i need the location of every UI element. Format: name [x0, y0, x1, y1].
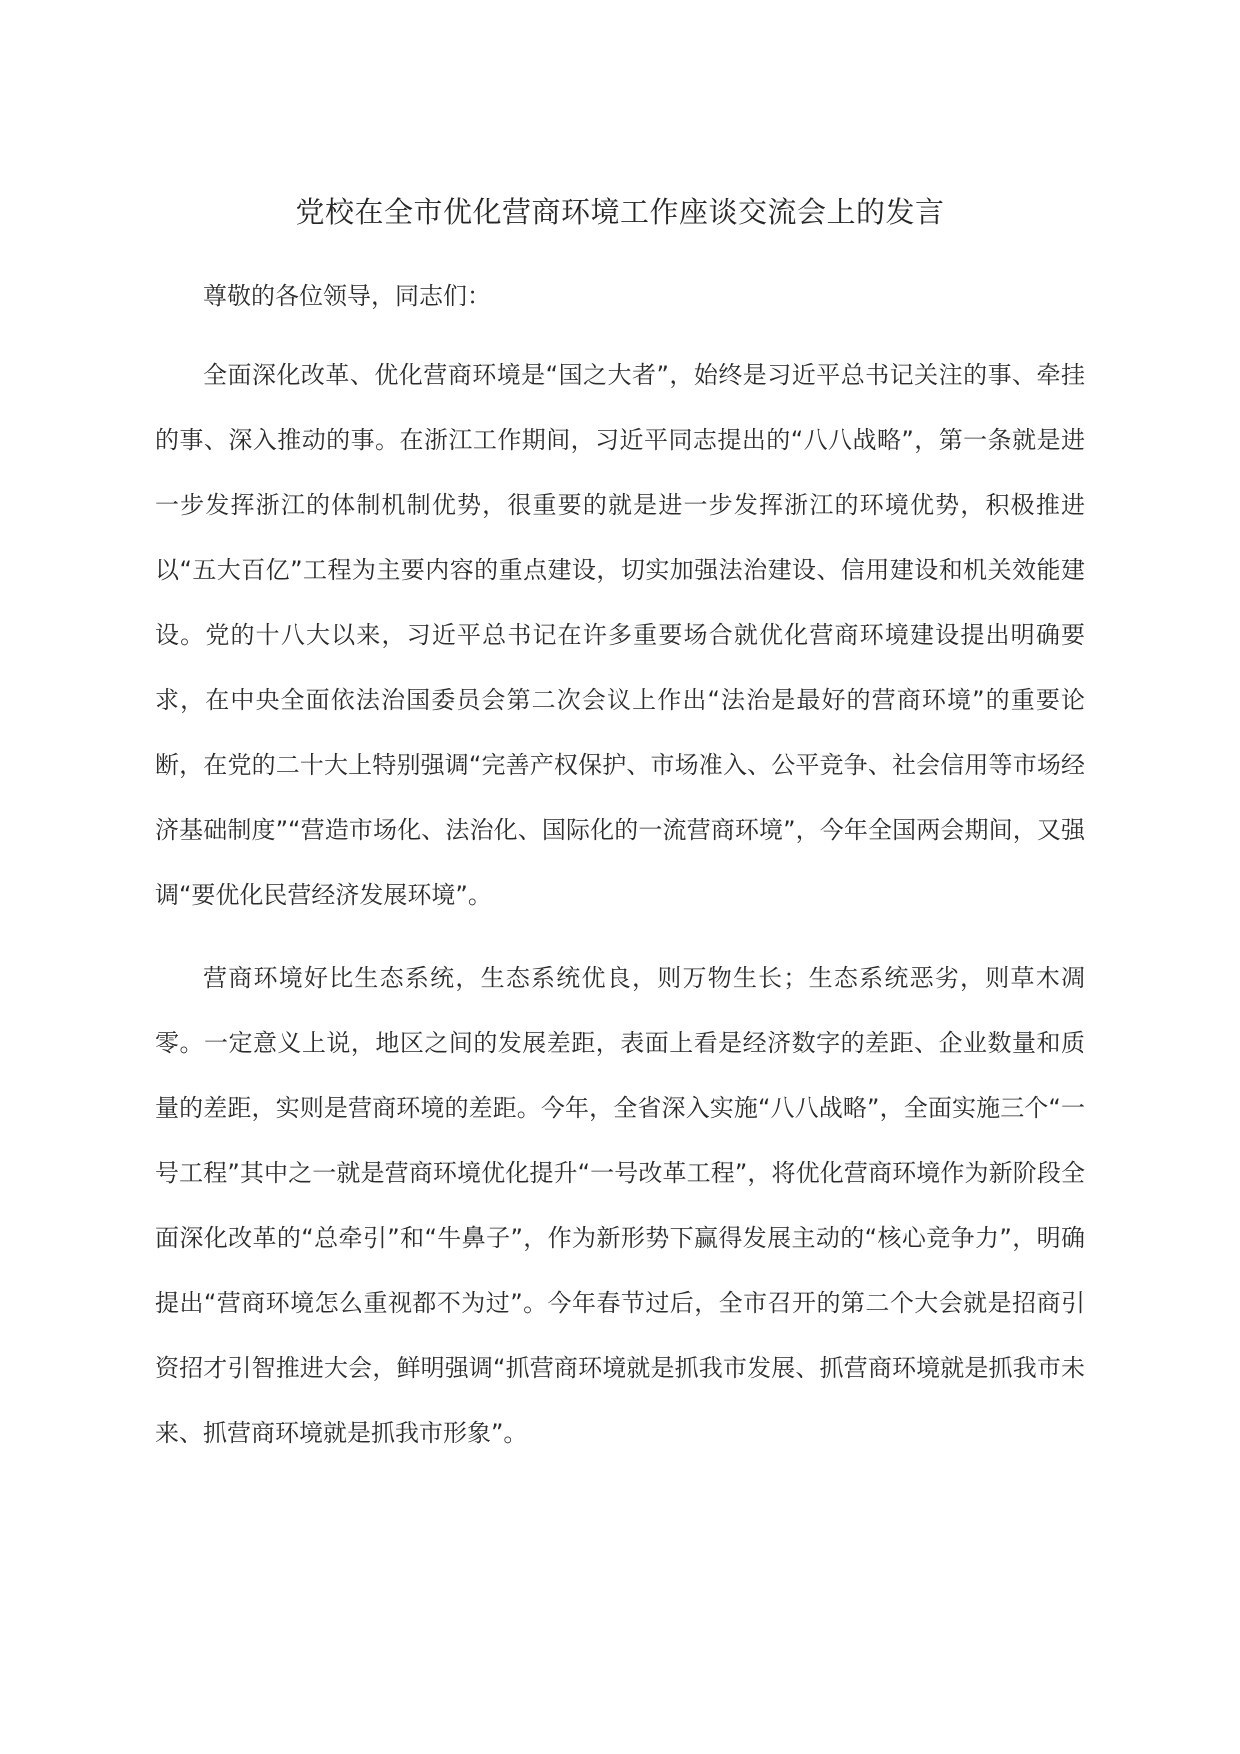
body-paragraph: 营商环境好比生态系统，生态系统优良，则万物生长；生态系统恶劣，则草木凋零。一定意义上说，地区之间的发展差距，表面上看是经济数字的差距、企业数量和质量的差距，实则是营商环境的差距。今年，全省深入实施“八八战略”，全面实施三个“一号工程”其中之一就是营商环境优化提升“一号改革工程”，将优化营商环境作为新阶段全面深化改革的“总牵引”和“牛鼻子”，作为新形势下赢得发展主动的“核心竞争力”，明确提出“营商环境怎么重视都不为过”。今年春节过后，全市召开的第二个大会就是招商引资招才引智推进大会，鲜明强调“抓营商环境就是抓我市发展、抓营商环境就是抓我市未来、抓营商环境就是抓我市形象”。: [155, 964, 1085, 1447]
salutation: 尊敬的各位领导，同志们：: [203, 282, 491, 310]
document-title: 党校在全市优化营商环境工作座谈交流会上的发言: [295, 195, 945, 229]
body-paragraph: 全面深化改革、优化营商环境是“国之大者”，始终是习近平总书记关注的事、牵挂的事、深入推动的事。在浙江工作期间，习近平同志提出的“八八战略”，第一条就是进一步发挥浙江的体制机制优势，很重要的就是进一步发挥浙江的环境优势，积极推进以“五大百亿”工程为主要内容的重点建设，切实加强法治建设、信用建设和机关效能建设。党的十八大以来，习近平总书记在许多重要场合就优化营商环境建设提出明确要求，在中央全面依法治国委员会第二次会议上作出“法治是最好的营商环境”的重要论断，在党的二十大上特别强调“完善产权保护、市场准入、公平竞争、社会信用等市场经济基础制度”“营造市场化、法治化、国际化的一流营商环境”，今年全国两会期间，又强调“要优化民营经济发展环境”。: [155, 361, 1085, 909]
